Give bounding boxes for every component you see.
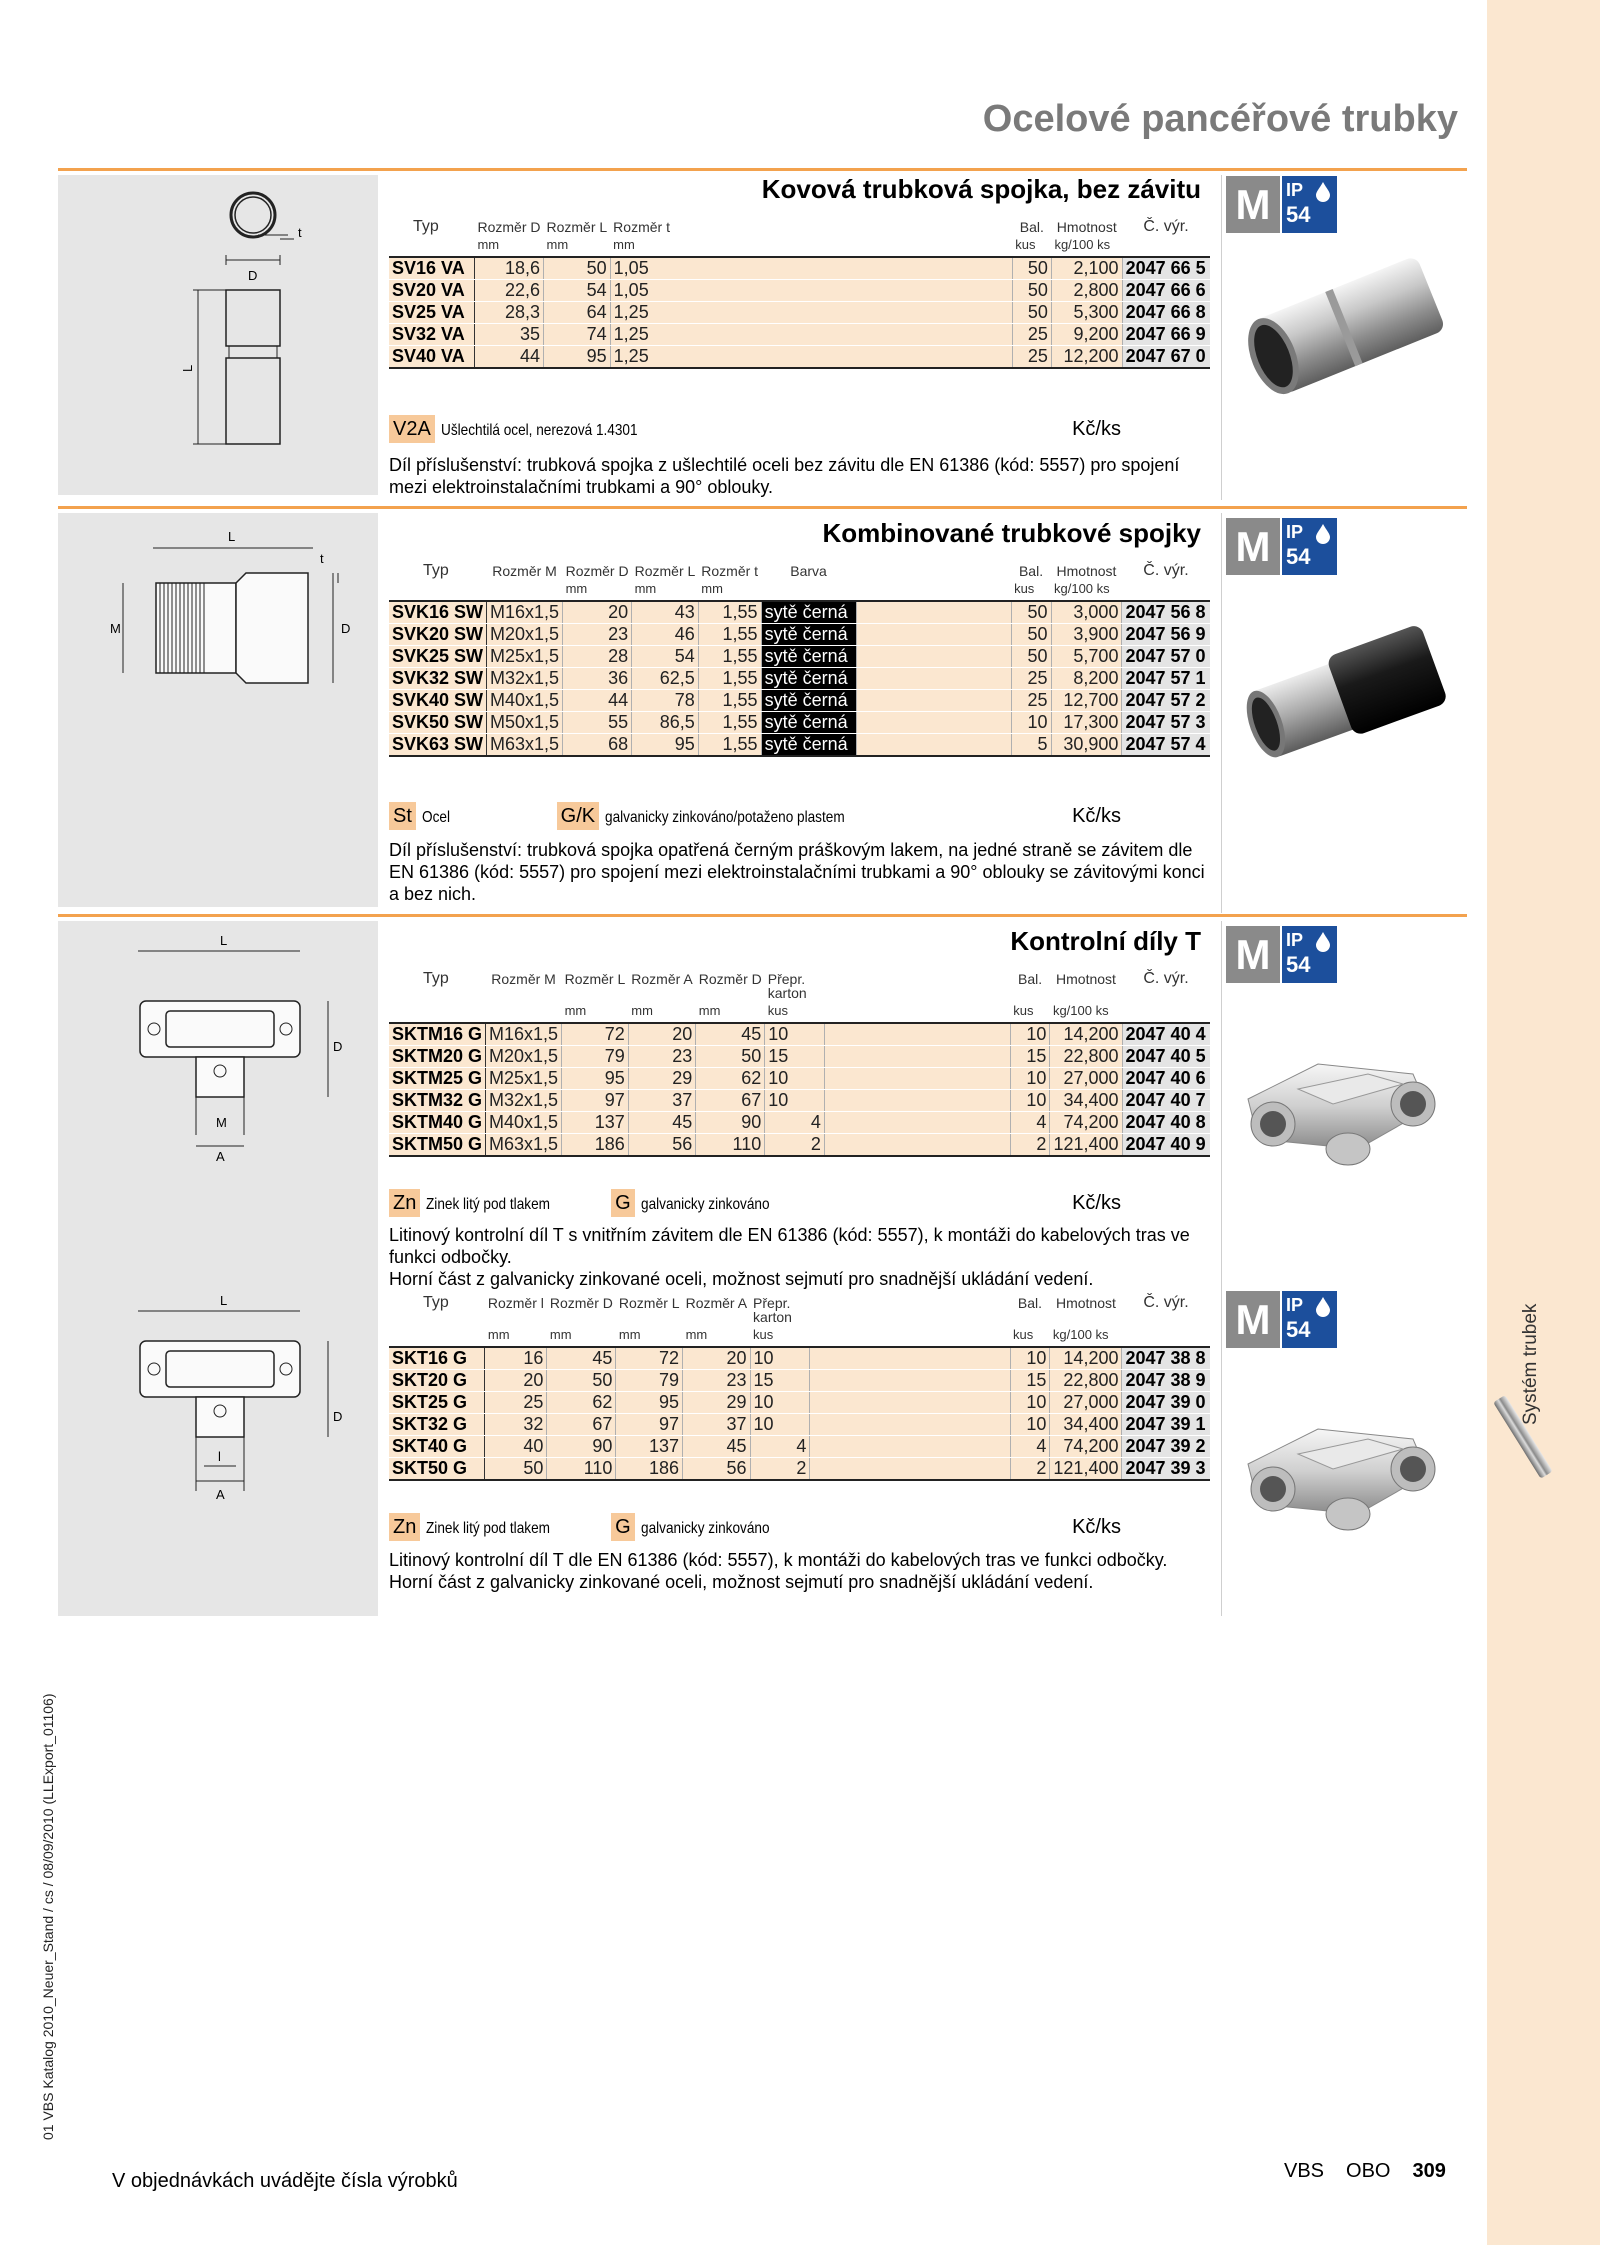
table-row: SKTM50 G M63x1,5 186 56 110 2 2 121,400 2047 40 9 — [389, 1134, 1210, 1157]
table-units: mm mm mm kus kg/100 ks — [389, 234, 1210, 257]
dim-a-label: A — [216, 1149, 225, 1164]
dim-m-label: M — [110, 621, 121, 636]
table-units: mm mm mm kus kus kg/100 ks — [389, 1000, 1210, 1023]
section-svk — [58, 506, 1467, 911]
section-sv — [58, 168, 1467, 508]
section-title: Kovová trubková spojka, bez závitu — [761, 174, 1201, 204]
material-text-2: galvanicky zinkováno — [640, 1196, 770, 1213]
table-row: SKT50 G 50 110 186 56 2 2 121,400 2047 39 3 — [389, 1458, 1210, 1481]
table-row: SVK40 SW M40x1,5 44 78 1,55 sytě černá 25 12,700 2047 57 2 — [389, 690, 1210, 712]
product-table-svk — [389, 564, 1210, 757]
header-cislo: Č. výr. — [1143, 218, 1189, 235]
table-row: SVK32 SW M32x1,5 36 62,5 1,55 sytě černá 25 8,200 2047 57 1 — [389, 668, 1210, 690]
header-rozmer-l: Rozměr L — [546, 219, 608, 235]
ip54-water-drop-icon — [1282, 926, 1337, 983]
ip-number: 54 — [1286, 952, 1311, 977]
footer-note: V objednávkách uvádějte čísla výrobků — [112, 2170, 458, 2192]
dim-a-label-2: A — [216, 1487, 225, 1502]
table-header: Typ Rozměr l Rozměr D Rozměr L Rozměr A Přepr. karton Bal. Hmotnost Č. výr. — [423, 1294, 1189, 1325]
drawing-sv — [58, 175, 378, 495]
dim-l-label: L — [180, 364, 195, 372]
ip-number: 54 — [1286, 1317, 1311, 1342]
section-divider — [58, 168, 1467, 171]
material-code-2: G — [611, 1189, 635, 1217]
header-rozmer-t: Rozměr t — [613, 219, 670, 235]
header-bal: Bal. — [1019, 219, 1044, 235]
m-ip54-badge-2 — [1226, 1291, 1337, 1348]
table-row: SV32 VA 35 74 1,25 25 9,200 2047 66 9 — [389, 324, 1210, 346]
description: Díl příslušenství: trubková spojka opatřená černým práškovým lakem, na jedné straně se závitem dle EN 61386 (kód: 5557) pro spojení mezi elektroinstalačními trubkami a 90° oblouky se závitovými konci a bez nich. — [389, 840, 1205, 904]
footer-brand — [1284, 2160, 1446, 2183]
material-code-2: G — [611, 1513, 635, 1541]
page-number: 309 — [1412, 2160, 1446, 2182]
ip-number: 54 — [1286, 202, 1311, 227]
dim-t-label: t — [320, 551, 324, 566]
section-kontrolni-dily — [58, 914, 1467, 1619]
footer-brand-obo: OBO — [1346, 2160, 1391, 2182]
m-ip54-badge — [1226, 176, 1337, 233]
price-unit: Kč/ks — [1072, 418, 1121, 440]
table-row: SKT25 G 25 62 95 29 10 10 27,000 2047 39 0 — [389, 1392, 1210, 1414]
section-divider — [58, 506, 1467, 509]
section-separator — [1221, 175, 1222, 500]
product-table-skt — [389, 1296, 1210, 1481]
price-unit: Kč/ks — [1072, 1192, 1121, 1214]
material-code: St — [389, 802, 416, 830]
table-row: SKTM25 G M25x1,5 95 29 62 10 10 27,000 2047 40 6 — [389, 1068, 1210, 1090]
m-badge-icon: M — [1226, 926, 1280, 983]
table-row: SVK25 SW M25x1,5 28 54 1,55 sytě černá 50 5,700 2047 57 0 — [389, 646, 1210, 668]
table-row: SV25 VA 28,3 64 1,25 50 5,300 2047 66 8 — [389, 302, 1210, 324]
table-units: mm mm mm mm kus kus kg/100 ks — [389, 1324, 1210, 1347]
product-image-skt — [1228, 1394, 1448, 1544]
description: Litinový kontrolní díl T s vnitřním závitem dle EN 61386 (kód: 5557), k montáži do kabelových tras ve funkci odbočky. Horní část z galvanicky zinkované oceli, možnost sejmutí pro snadnější ukládání vedení. — [389, 1225, 1190, 1289]
product-table-sktm — [389, 972, 1210, 1157]
material-text: Ocel — [421, 809, 450, 826]
material-text: Zinek litý pod tlakem — [426, 1196, 551, 1213]
product-image-sktm — [1228, 1029, 1448, 1179]
product-table-sv — [389, 220, 1210, 369]
dim-m-label: M — [216, 1115, 227, 1130]
material-row-2 — [389, 1513, 792, 1541]
dim-d-label: D — [248, 268, 258, 283]
table-row: SVK20 SW M20x1,5 23 46 1,55 sytě černá 50 3,900 2047 56 9 — [389, 624, 1210, 646]
material-text: Zinek litý pod tlakem — [426, 1520, 551, 1537]
drawing-sktm-skt — [58, 921, 378, 1616]
side-band — [1487, 0, 1600, 2245]
section-separator — [1221, 921, 1222, 1616]
table-row: SV20 VA 22,6 54 1,05 50 2,800 2047 66 6 — [389, 280, 1210, 302]
material-row — [389, 415, 672, 443]
dim-t-label: t — [298, 225, 302, 240]
ip54-water-drop-icon — [1282, 176, 1337, 233]
material-code: Zn — [389, 1189, 420, 1217]
material-text-2: galvanicky zinkováno/potaženo plastem — [605, 809, 845, 826]
table-row: SKTM20 G M20x1,5 79 23 50 15 15 22,800 2047 40 5 — [389, 1046, 1210, 1068]
table-row: SKT40 G 40 90 137 45 4 4 74,200 2047 39 2 — [389, 1436, 1210, 1458]
table-row: SKT20 G 20 50 79 23 15 15 22,800 2047 38 9 — [389, 1370, 1210, 1392]
dim-d-label: D — [333, 1039, 343, 1054]
dim-l-label-2: L — [220, 1293, 228, 1308]
m-ip54-badge — [1226, 926, 1337, 983]
document-meta: 01 VBS Katalog 2010_Neuer_Stand / cs / 08/09/2010 (LLExport_01106) — [40, 1693, 56, 2140]
table-row: SKTM16 G M16x1,5 72 20 45 10 10 14,200 2047 40 4 — [389, 1023, 1210, 1046]
section-title: Kontrolní díly T — [1010, 926, 1201, 956]
m-badge-icon: M — [1226, 176, 1280, 233]
ip-label: IP — [1286, 1295, 1304, 1315]
dim-l-small-label: l — [218, 1449, 221, 1464]
ip54-water-drop-icon — [1282, 518, 1337, 575]
page-title: Ocelové pancéřové trubky — [982, 98, 1458, 140]
table-row: SVK50 SW M50x1,5 55 86,5 1,55 sytě černá 10 17,300 2047 57 3 — [389, 712, 1210, 734]
material-row — [389, 1189, 792, 1217]
material-text: Ušlechtilá ocel, nerezová 1.4301 — [440, 422, 638, 439]
material-code: Zn — [389, 1513, 420, 1541]
product-image-svk — [1228, 616, 1458, 776]
product-image-sv — [1228, 243, 1458, 413]
table-row: SKTM32 G M32x1,5 97 37 67 10 10 34,400 2047 40 7 — [389, 1090, 1210, 1112]
material-code-2: G/K — [557, 802, 599, 830]
m-badge-icon: M — [1226, 1291, 1280, 1348]
description-2: Litinový kontrolní díl T dle EN 61386 (kód: 5557), k montáži do kabelových tras ve funkci odbočky. Horní část z galvanicky zinkované oceli, možnost sejmutí pro snadnější ukládání vedení. — [389, 1550, 1168, 1592]
dim-l-label: L — [228, 529, 236, 544]
drawing-svk — [58, 513, 378, 907]
table-header: Typ Rozměr M Rozměr D Rozměr L Rozměr t Barva Bal. Hmotnost Č. výr. — [423, 562, 1189, 579]
m-badge-icon: M — [1226, 518, 1280, 575]
material-code: V2A — [389, 415, 435, 443]
table-row: SKT32 G 32 67 97 37 10 10 34,400 2047 39 1 — [389, 1414, 1210, 1436]
description: Díl příslušenství: trubková spojka z ušlechtilé oceli bez závitu dle EN 61386 (kód: 5557) pro spojení mezi elektroinstalačními trubkami a 90° oblouky. — [389, 455, 1180, 497]
header-rozmer-d: Rozměr D — [477, 219, 541, 235]
material-text-2: galvanicky zinkováno — [640, 1520, 770, 1537]
table-units: mm mm mm kus kg/100 ks — [389, 578, 1210, 601]
table-header — [389, 220, 1210, 234]
dim-d-label: D — [341, 621, 351, 636]
section-divider — [58, 914, 1467, 917]
table-row: SVK16 SW M16x1,5 20 43 1,55 sytě černá 50 3,000 2047 56 8 — [389, 601, 1210, 624]
table-header: Typ Rozměr M Rozměr L Rozměr A Rozměr D Přepr. karton Bal. Hmotnost Č. výr. — [423, 970, 1189, 1001]
table-row: SV16 VA 18,6 50 1,05 50 2,100 2047 66 5 — [389, 257, 1210, 280]
header-hmotnost: Hmotnost — [1056, 219, 1117, 235]
table-row: SV40 VA 44 95 1,25 25 12,200 2047 67 0 — [389, 346, 1210, 369]
table-row: SKT16 G 16 45 72 20 10 10 14,200 2047 38 8 — [389, 1347, 1210, 1370]
price-unit-2: Kč/ks — [1072, 1516, 1121, 1538]
section-separator — [1221, 513, 1222, 913]
ip-label: IP — [1286, 522, 1304, 542]
header-typ: Typ — [413, 218, 439, 235]
table-row: SVK63 SW M63x1,5 68 95 1,55 sytě černá 5 30,900 2047 57 4 — [389, 734, 1210, 757]
dim-l-label: L — [220, 933, 228, 948]
ip-label: IP — [1286, 930, 1304, 950]
table-row: SKTM40 G M40x1,5 137 45 90 4 4 74,200 2047 40 8 — [389, 1112, 1210, 1134]
ip-number: 54 — [1286, 544, 1311, 569]
ip54-water-drop-icon — [1282, 1291, 1337, 1348]
m-ip54-badge — [1226, 518, 1337, 575]
footer-brand-vbs: VBS — [1284, 2160, 1325, 2182]
material-row — [389, 802, 887, 830]
dim-d-label-2: D — [333, 1409, 343, 1424]
price-unit: Kč/ks — [1072, 805, 1121, 827]
section-title: Kombinované trubkové spojky — [822, 518, 1201, 548]
ip-label: IP — [1286, 180, 1304, 200]
side-section-label: Systém trubek — [1520, 1303, 1541, 1425]
